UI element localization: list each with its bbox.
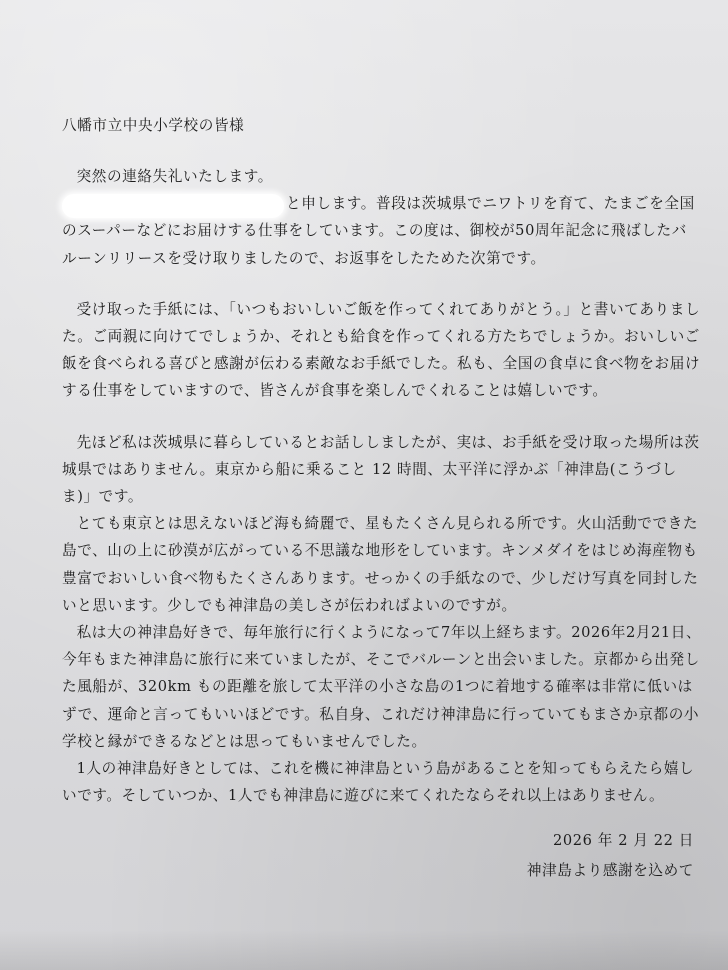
paragraph-gap bbox=[62, 272, 702, 296]
salutation: 八幡市立中央小学校の皆様 bbox=[62, 117, 245, 134]
paragraph-greeting: 突然の連絡失礼いたします。 bbox=[76, 168, 273, 185]
paragraph-letter-content: 受け取った手紙には、「いつもおいしいご飯を作ってくれてありがとう。」と書いてありました。ご両親に向けてでしょうか、それとも給食を作ってくれる方たちでしょうか。おいしいご飯を食べられる喜びと感謝が伝わる素敵なお手紙でした。私も、全国の食卓に食べ物をお届けする仕事をしていますので、皆さんが食事を楽しんでくれることは嬉しいです。 bbox=[62, 300, 701, 400]
letter-closing bbox=[527, 826, 694, 886]
closing-date: 2026 年 2 月 22 日 bbox=[553, 832, 694, 849]
paragraph-encounter: 私は大の神津島好きで、毎年旅行に行くようになって7年以上経ちます。2026年2月21日、今年もまた神津島に旅行に来ていましたが、そこでバルーンと出会いました。京都から出発した風船が、320km もの距離を旅して太平洋の小さな島の1つに着地する確率は非常に低いはずで、運命と言ってもいいほどです。私自身、これだけ神津島に行っていてもまさか京都の小学校と縁ができるなどとは思ってもいませんでした。 bbox=[62, 624, 702, 750]
paragraph-closing-wish: 1人の神津島好きとしては、これを機に神津島という島があることを知ってもらえたら嬉しいです。そしていつか、1人でも神津島に遊びに来てくれたならそれ以上はありません。 bbox=[62, 760, 695, 805]
closing-signoff: 神津島より感謝を込めて bbox=[526, 862, 694, 879]
paragraph-location: 先ほど私は茨城県に暮らしているとお話ししましたが、実は、お手紙を受け取った場所は茨城県ではありません。東京から船に乗ること 12 時間、太平洋に浮かぶ「神津島(こうづしま)」です。 bbox=[62, 433, 700, 506]
redaction-mark bbox=[62, 194, 284, 218]
paper-shadow bbox=[0, 930, 728, 970]
paragraph-introduction: と申します。普段は茨城県でニワトリを育て、たまごを全国のスーパーなどにお届けする仕事をしています。この度は、御校が50周年記念に飛ばしたバルーンリリースを受け取りましたので、お返事をしたためた次第です。 bbox=[62, 195, 695, 267]
paragraph-island-description: とても東京とは思えないほど海も綺麗で、星もたくさん見られる所です。火山活動でできた島で、山の上に砂漠が広がっている不思議な地形をしています。キンメダイをはじめ海産物も豊富でおいしい食べ物もたくさんあります。せっかくの手紙なので、少しだけ写真を同封したいと思います。少しでも神津島の美しさが伝わればよいのですが。 bbox=[62, 515, 699, 614]
paragraph-gap bbox=[62, 405, 702, 429]
